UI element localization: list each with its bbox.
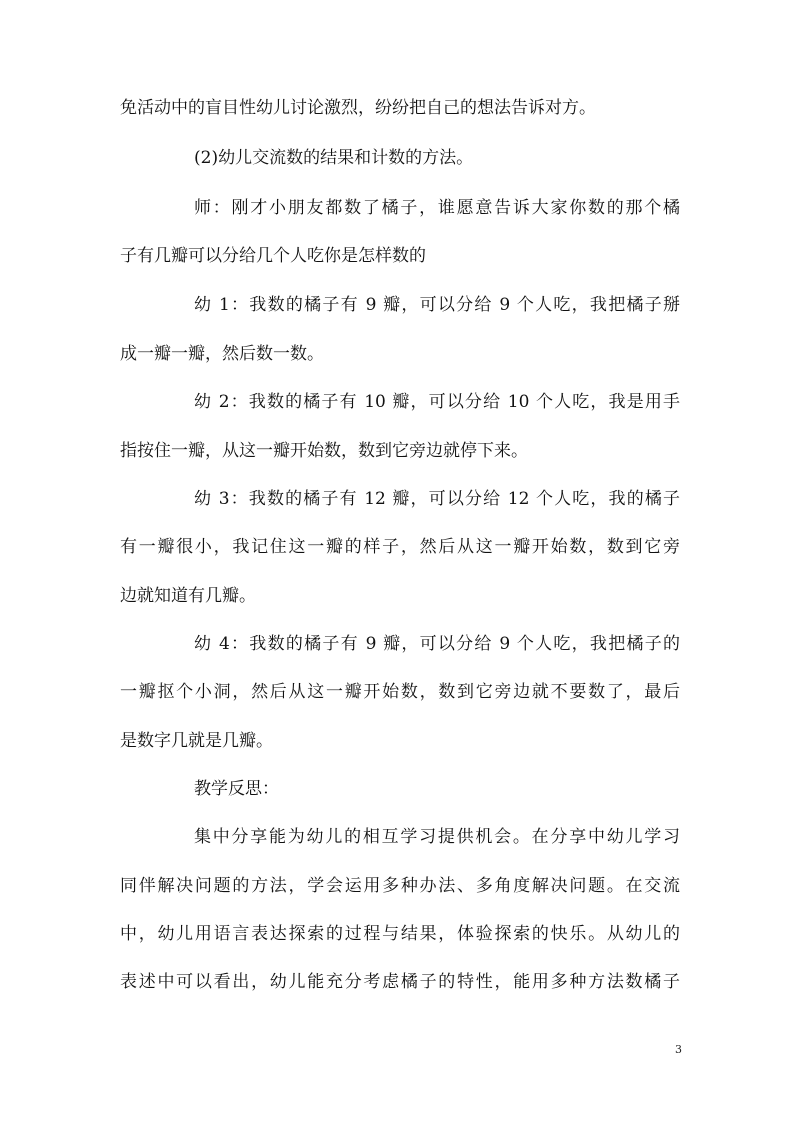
text-line-1: 免活动中的盲目性幼儿讨论激烈，纷纷把自己的想法告诉对方。 (120, 98, 596, 118)
text-line-8: 指按住一瓣，从这一瓣开始数，数到它旁边就停下来。 (120, 441, 528, 461)
text-line-7: 幼 2：我数的橘子有 10 瓣，可以分给 10 个人吃，我是用手 (194, 392, 680, 412)
page-number: 3 (675, 1043, 682, 1056)
text-line-13: 一瓣抠个小洞，然后从这一瓣开始数，数到它旁边就不要数了，最后 (120, 682, 680, 702)
text-line-12: 幼 4：我数的橘子有 9 瓣，可以分给 9 个人吃，我把橘子的 (194, 634, 680, 654)
text-line-6: 成一瓣一瓣，然后数一数。 (120, 344, 324, 364)
text-line-19: 表述中可以看出，幼儿能充分考虑橘子的特性，能用多种方法数橘子 (120, 972, 680, 992)
text-line-5: 幼 1：我数的橘子有 9 瓣，可以分给 9 个人吃，我把橘子掰 (194, 295, 680, 315)
text-line-18: 中，幼儿用语言表达探索的过程与结果，体验探索的快乐。从幼儿的 (120, 924, 680, 944)
text-line-4: 子有几瓣可以分给几个人吃你是怎样数的 (120, 246, 426, 266)
section-heading: 教学反思： (194, 779, 279, 799)
text-line-14: 是数字几就是几瓣。 (120, 731, 273, 751)
text-line-10: 有一瓣很小，我记住这一瓣的样子，然后从这一瓣开始数，数到它旁 (120, 537, 680, 557)
text-line-2: (2)幼儿交流数的结果和计数的方法。 (194, 148, 474, 168)
text-line-9: 幼 3：我数的橘子有 12 瓣，可以分给 12 个人吃，我的橘子 (194, 489, 680, 509)
text-line-17: 同伴解决问题的方法，学会运用多种办法、多角度解决问题。在交流 (120, 876, 680, 896)
text-line-16: 集中分享能为幼儿的相互学习提供机会。在分享中幼儿学习 (194, 827, 680, 847)
text-line-11: 边就知道有几瓣。 (120, 586, 256, 606)
text-line-3: 师：刚才小朋友都数了橘子，谁愿意告诉大家你数的那个橘 (194, 198, 680, 218)
